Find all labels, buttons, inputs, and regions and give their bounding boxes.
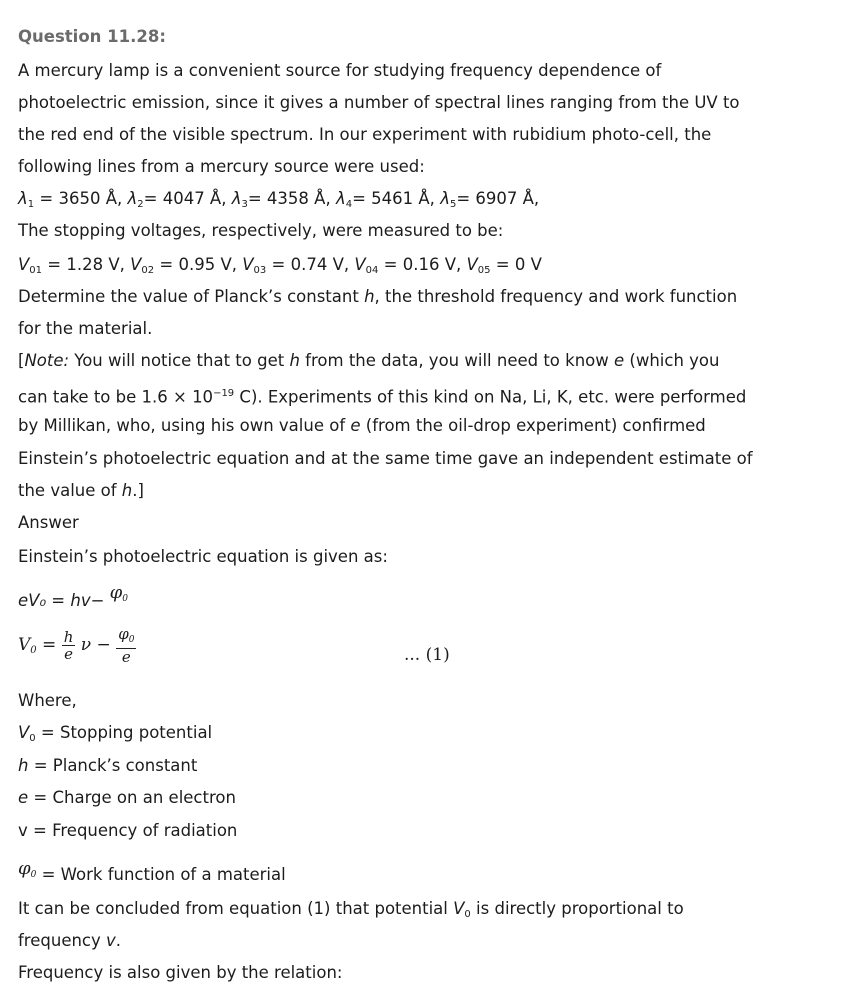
text-segment: can take to be 1.6 × 10 xyxy=(18,387,214,407)
text-segment: the value of xyxy=(18,481,122,500)
definition-h: h = Planck’s constant xyxy=(18,756,198,775)
text-segment: = Stopping potential xyxy=(40,723,213,742)
text-segment: It can be concluded from equation (1) that potential xyxy=(18,899,454,918)
question-text-line-2: photoelectric emission, since it gives a number of spectral lines ranging from the UV to xyxy=(18,93,740,112)
answer-intro: Einstein’s photoelectric equation is given as: xyxy=(18,547,388,566)
text-segment: (which you xyxy=(624,351,720,370)
phi-symbol: $\varphi_0$ xyxy=(109,582,129,604)
text-segment: is directly proportional to xyxy=(470,899,684,918)
voltage-5: = 0 V xyxy=(495,255,542,274)
question-text-line-6: Determine the value of Planck’s constant h, the threshold frequency and work function xyxy=(18,287,738,306)
wavelength-1: = 3650 Å, xyxy=(39,189,123,208)
text-segment: = Work function of a material xyxy=(41,865,286,884)
note-line-1: [Note: You will notice that to get h from the data, you will need to know e (which you xyxy=(18,351,720,370)
wavelength-list: $\lambda_1 = 3650$ Å, $\lambda_2= 4047$ Å, $\lambda_3= 4358$ Å, $\lambda_4= 5461$ Å, $\lambda_5= 6907$ Å, xyxy=(18,189,540,210)
note-line-3: by Millikan, who, using his own value of e (from the oil-drop experiment) confirmed xyxy=(18,416,706,435)
question-text-line-3: the red end of the visible spectrum. In our experiment with rubidium photo-cell, the xyxy=(18,125,712,144)
text-segment: [ xyxy=(18,351,25,370)
text-segment: frequency xyxy=(18,931,107,950)
wavelength-2: = 4047 Å, xyxy=(143,189,227,208)
conclusion-line-1: It can be concluded from equation (1) that potential $V_0$ is directly proportional to xyxy=(18,899,684,920)
fraction-h-over-e: $\frac{h}{e}$ xyxy=(63,628,74,663)
note-line-5: the value of h.] xyxy=(18,481,144,500)
voltage-3: = 0.74 V, xyxy=(271,255,350,274)
voltage-2: = 0.95 V, xyxy=(159,255,237,274)
text-segment: = Charge on an electron xyxy=(33,788,236,807)
text-segment: = Planck’s constant xyxy=(33,756,198,775)
text-segment: C). Experiments of this kind on Na, Li, K, etc. were performed xyxy=(234,387,747,407)
exponent: −19 xyxy=(213,388,235,399)
text-segment: by Millikan, who, using his own value of xyxy=(18,416,351,435)
text-segment: (from the oil-drop experiment) confirmed xyxy=(360,416,706,435)
equation-1-rearranged: $V_0$ = $\frac{h}{e}$ ν − $\frac{\varphi_0}{e}$ xyxy=(18,625,135,666)
text-segment: .] xyxy=(132,481,144,500)
question-text-line-4: following lines from a mercury source were used: xyxy=(18,157,425,176)
question-text-line-5: The stopping voltages, respectively, were measured to be: xyxy=(18,221,504,240)
text-segment: from the data, you will need to know xyxy=(299,351,614,370)
equation-number: ... (1) xyxy=(404,645,450,665)
text-segment: Determine the value of Planck’s constant xyxy=(18,287,365,306)
note-label: Note: xyxy=(24,351,70,370)
fraction-phi-over-e: $\frac{\varphi_0}{e}$ xyxy=(118,625,135,666)
text-segment: , the threshold frequency and work function xyxy=(374,287,738,306)
question-text-line-7: for the material. xyxy=(18,319,153,338)
note-line-4: Einstein’s photoelectric equation and at the same time gave an independent estimate of xyxy=(18,449,753,468)
wavelength-3: = 4358 Å, xyxy=(247,189,331,208)
text-segment: . xyxy=(115,931,122,950)
phi-symbol: $\varphi_0$ xyxy=(18,858,37,880)
answer-label: Answer xyxy=(18,513,79,532)
definition-v0: $V_0$ = Stopping potential xyxy=(18,723,213,744)
wavelength-5: = 6907 Å, xyxy=(456,189,540,208)
equation-text: eV₀ = hv− xyxy=(18,591,105,610)
definition-phi xyxy=(18,858,286,892)
voltage-4: = 0.16 V, xyxy=(383,255,462,274)
conclusion-line-2: frequency v. xyxy=(18,931,122,950)
definition-e: e = Charge on an electron xyxy=(18,788,236,807)
voltage-1: = 1.28 V, xyxy=(47,255,125,274)
note-line-2 xyxy=(18,383,746,409)
wavelength-4: = 5461 Å, xyxy=(352,189,435,208)
frequency-relation-intro: Frequency is also given by the relation: xyxy=(18,963,343,982)
question-title: Question 11.28: xyxy=(18,27,166,46)
text-segment: You will notice that to get xyxy=(69,351,290,370)
voltage-list: $V_{01} = 1.28$ V, $V_{02} = 0.95$ V, $V_{03} = 0.74$ V, $V_{04} = 0.16$ V, $V_{05} = 0$ V xyxy=(18,255,542,276)
where-label: Where, xyxy=(18,691,77,710)
definition-nu: v = Frequency of radiation xyxy=(18,821,238,840)
equation-1 xyxy=(18,582,129,618)
question-text-line-1: A mercury lamp is a convenient source for studying frequency dependence of xyxy=(18,61,662,80)
